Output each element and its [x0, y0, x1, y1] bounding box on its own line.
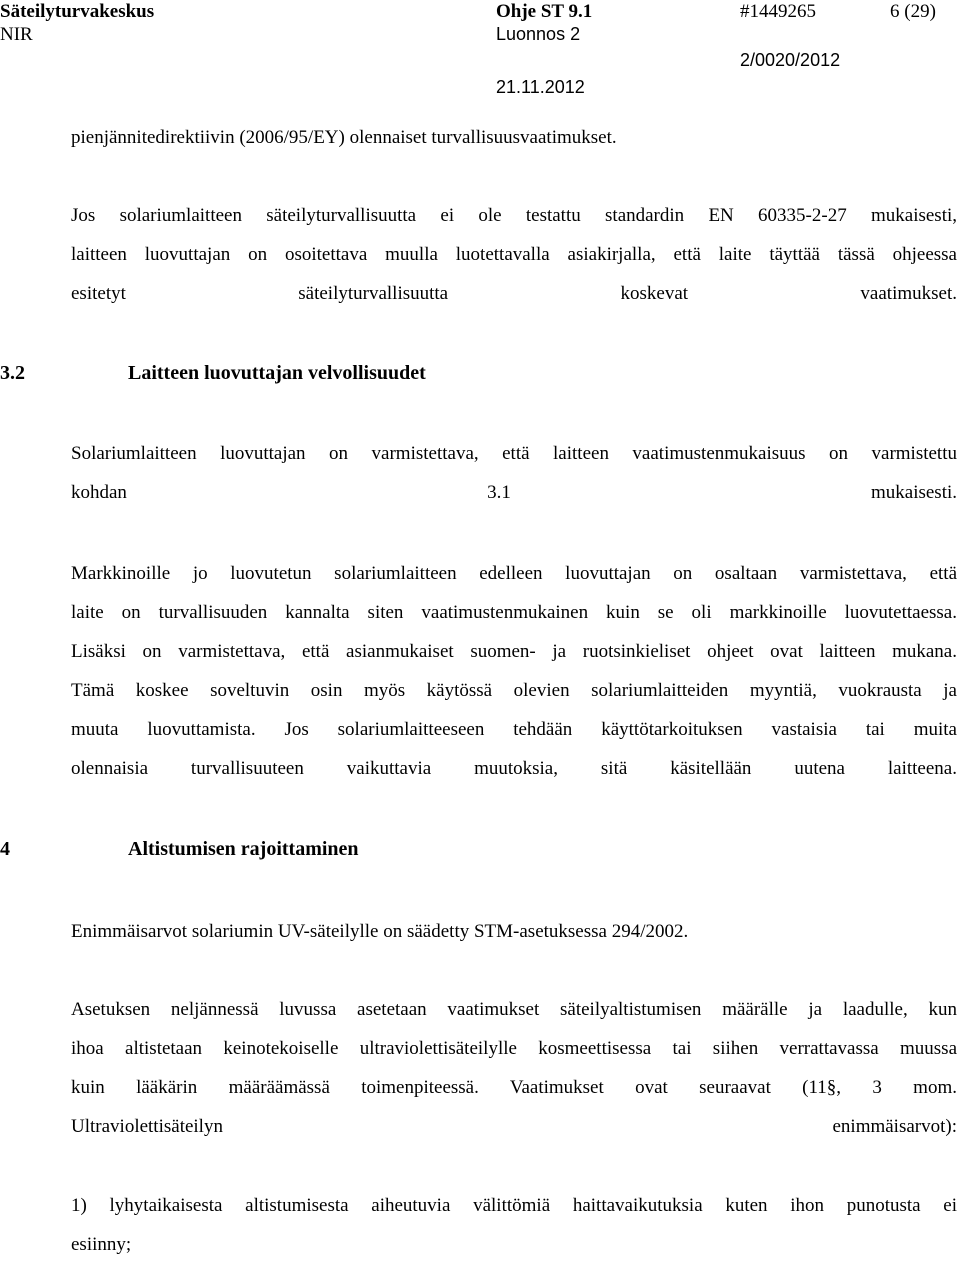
paragraph-supplier-duty [71, 434, 957, 512]
section-number: 4 [0, 838, 10, 860]
text-line: 1) lyhytaikaisesta altistumisesta aiheutuvia välittömiä haittavaikutuksia kuten ihon punotusta ei [71, 1195, 957, 1216]
text-line: Markkinoille jo luovutetun solariumlaitteen edelleen luovuttajan on osaltaan varmistettava, että [71, 563, 957, 584]
list-item-1 [71, 1186, 957, 1264]
text-line: Solariumlaitteen luovuttajan on varmistettava, että laitteen vaatimustenmukaisuus on varmistettu [71, 443, 957, 464]
section-number: 3.2 [0, 362, 25, 384]
draft-label: Luonnos 2 [496, 24, 581, 44]
text-line: muuta luovuttamista. Jos solariumlaitteeseen tehdään käyttötarkoituksen vastaisia tai muita [71, 719, 957, 740]
text-line: laitteen luovuttajan on osoitettava muulla luotettavalla asiakirjalla, että laite täyttää tässä ohjeessa [71, 244, 957, 265]
reference-number: 2/0020/2012 [740, 50, 841, 70]
text-line: Asetuksen neljännessä luvussa asetetaan vaatimukset säteilyaltistumisen määrälle ja laadulle, kun [71, 999, 957, 1020]
text-line: Enimmäisarvot solariumin UV-säteilylle on säädetty STM-asetuksessa 294/2002. [71, 921, 689, 942]
text-line: esitetyt säteilyturvallisuutta koskevat vaatimukset. [71, 283, 957, 304]
unit-name: NIR [0, 24, 33, 45]
paragraph-testing [71, 196, 957, 313]
text-line: kuin lääkärin määräämässä toimenpiteessä. Vaatimukset ovat seuraavat (11§, 3 mom. [71, 1077, 957, 1098]
paragraph-resale [71, 554, 957, 788]
paragraph-lvd [71, 118, 957, 157]
draft-date: 21.11.2012 [496, 77, 585, 97]
document-number: #1449265 [740, 1, 816, 22]
text-line: Tämä koskee soveltuvin osin myös käytössä olevien solariumlaitteiden myyntiä, vuokrausta ja [71, 680, 957, 701]
section-heading: Altistumisen rajoittaminen [128, 838, 359, 860]
text-line: esiinny; [71, 1234, 132, 1255]
text-line: pienjännitedirektiivin (2006/95/EY) olennaiset turvallisuusvaatimukset. [71, 127, 617, 148]
text-line: kohdan 3.1 mukaisesti. [71, 482, 957, 503]
organization-name: Säteilyturvakeskus [0, 1, 155, 22]
guide-title: Ohje ST 9.1 [496, 1, 593, 22]
text-line: Lisäksi on varmistettava, että asianmukaiset suomen- ja ruotsinkieliset ohjeet ovat laitteen mukana. [71, 641, 957, 662]
text-line: ihoa altistetaan keinotekoiselle ultraviolettisäteilylle kosmeettisessa tai siihen verrattavassa muussa [71, 1038, 957, 1059]
text-line: Ultraviolettisäteilyn enimmäisarvot): [71, 1116, 957, 1137]
paragraph-decree [71, 990, 957, 1146]
page-number: 6 (29) [890, 1, 936, 22]
text-line: olennaisia turvallisuuteen vaikuttavia muutoksia, sitä käsitellään uutena laitteena. [71, 758, 957, 779]
text-line: laite on turvallisuuden kannalta siten vaatimustenmukainen kuin se oli markkinoille luovutettaessa. [71, 602, 957, 623]
paragraph-limits [71, 912, 957, 951]
text-line: Jos solariumlaitteen säteilyturvallisuutta ei ole testattu standardin EN 60335-2-27 mukaisesti, [71, 205, 957, 226]
section-heading: Laitteen luovuttajan velvollisuudet [128, 362, 426, 384]
page-header [0, 0, 960, 100]
